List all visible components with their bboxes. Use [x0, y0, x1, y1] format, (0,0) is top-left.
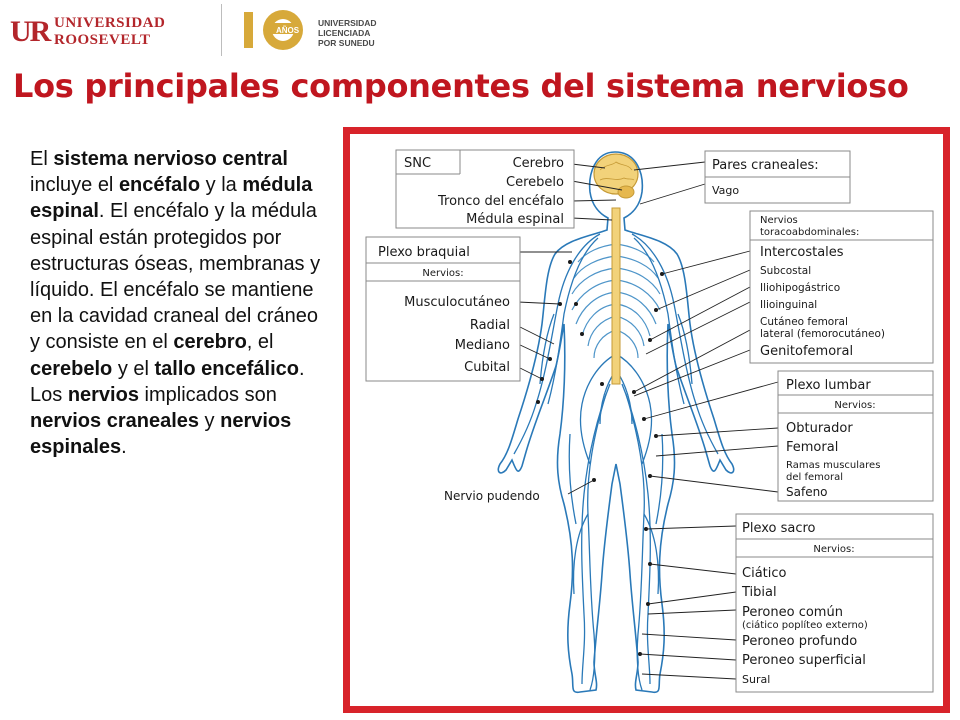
pares-craneales-title: Pares craneales: [712, 158, 819, 173]
plexo-braquial-box [366, 237, 520, 381]
lumbar-nervios-label: Nervios: [834, 400, 876, 411]
snc-box [396, 150, 574, 228]
plexo-lumbar-box [778, 371, 933, 501]
toraco-item-iliohipogastrico: Iliohipogástrico [760, 282, 841, 294]
sacro-item-ciatico-popliteo: (ciático poplíteo externo) [742, 620, 868, 631]
slide-title: Los principales componentes del sistema nervioso [13, 67, 909, 105]
plexo-braquial-title: Plexo braquial [378, 245, 470, 260]
lumbar-item-safeno: Safeno [786, 485, 828, 499]
universidad-roosevelt-logo [10, 10, 195, 54]
pares-craneales-box [705, 151, 850, 203]
toraco-title-1: Nervios [760, 215, 798, 226]
sacro-item-ciatico: Ciático [742, 566, 787, 581]
sacro-item-tibial: Tibial [742, 585, 777, 600]
snc-item-cerebro: Cerebro [512, 156, 564, 171]
body-figure [498, 152, 733, 692]
body-text: El sistema nervioso central incluye el encéfalo y la médula espinal. El encéfalo y la médula espinal están protegidos por estructuras óseas, membranas y líquido. El encéfalo se mantiene en la cavidad craneal del cráneo y consiste en el cerebro, el cerebelo y el tallo encefálico. Los nervios implicados son nervios craneales y nervios espinales. [30, 148, 321, 459]
braquial-item-radial: Radial [469, 318, 510, 333]
snc-item-tronco: Tronco del encéfalo [437, 194, 564, 209]
lumbar-item-femoral: Femoral [786, 440, 839, 455]
nervous-system-diagram [343, 127, 950, 713]
ten-years-logo [238, 8, 408, 54]
ur-wordmark: UNIVERSIDAD ROOSEVELT [54, 15, 166, 48]
toraco-item-genitofemoral: Genitofemoral [760, 344, 854, 359]
ten-years-text: UNIVERSIDAD LICENCIADA POR SUNEDU [318, 18, 377, 48]
sacro-item-peroneo-profundo: Peroneo profundo [742, 634, 858, 649]
toraco-item-subcostal: Subcostal [760, 265, 812, 277]
snc-item-cerebelo: Cerebelo [506, 175, 564, 190]
pares-item-vago: Vago [712, 184, 740, 197]
toraco-item-intercostales: Intercostales [760, 245, 844, 260]
ten-years-anos: AÑOS [276, 26, 300, 35]
braquial-item-cubital: Cubital [464, 360, 510, 375]
sacro-item-peroneo-superficial: Peroneo superficial [742, 653, 866, 668]
sacro-nervios-label: Nervios: [813, 544, 855, 555]
lumbar-item-del-femoral: del femoral [786, 472, 844, 483]
braquial-item-mediano: Mediano [454, 338, 510, 353]
ur-monogram: UR [10, 15, 50, 48]
sacro-item-sural: Sural [742, 673, 771, 686]
logo-divider [221, 4, 222, 56]
plexo-lumbar-title: Plexo lumbar [786, 378, 871, 393]
plexo-sacro-title: Plexo sacro [742, 521, 816, 536]
braquial-item-musculocutaneo: Musculocutáneo [404, 295, 510, 310]
nervio-pudendo-label: Nervio pudendo [444, 489, 540, 503]
plexo-sacro-box [736, 514, 933, 692]
toracoabdominales-box [750, 211, 933, 363]
snc-title: SNC [404, 156, 432, 171]
toraco-item-cutaneo-femoral: Cutáneo femoral [760, 316, 848, 328]
lumbar-item-obturador: Obturador [786, 421, 853, 436]
diagram-canvas [350, 134, 943, 706]
braquial-nervios-label: Nervios: [422, 268, 464, 279]
toraco-item-femorocutaneo: lateral (femorocutáneo) [760, 328, 885, 340]
toraco-item-ilioinguinal: Ilioinguinal [760, 299, 818, 311]
sacro-item-peroneo-comun: Peroneo común [742, 605, 843, 620]
toraco-title-2: toracoabdominales: [760, 227, 860, 238]
snc-item-medula: Médula espinal [466, 212, 564, 227]
lumbar-item-ramas-musculares: Ramas musculares [786, 460, 881, 471]
